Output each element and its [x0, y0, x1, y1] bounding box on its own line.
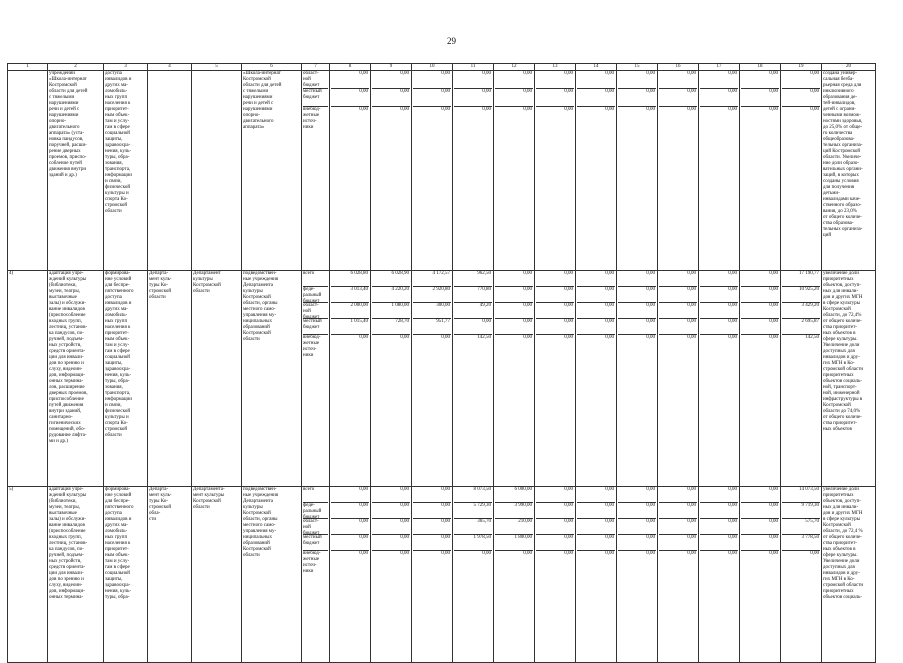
responsible-cell-text: Департа- мент куль- туры Ко- стромской области	[149, 271, 172, 300]
funding-amount: 0,00	[741, 519, 779, 535]
col-header: 17	[699, 64, 740, 71]
funding-amount: 0,00	[618, 303, 656, 319]
participants-cell-text: подведомствен- ные учреждения Департамента культуры Костромской области, органы местного само- управления му- ниципальных образований Костромской области	[243, 487, 279, 558]
funding-amount: 1 978,50	[454, 535, 492, 551]
funding-amount: 0,00	[577, 71, 615, 89]
funding-amount: 0,00	[769, 107, 778, 112]
funding-amount: 0,00	[605, 551, 614, 556]
funding-amount-cell	[576, 271, 617, 487]
funding-amount: 3 429,20	[782, 303, 820, 319]
funding-amount: 0,00	[605, 335, 614, 340]
funding-amount-cell	[740, 487, 781, 663]
col-header: 5	[192, 64, 242, 71]
funding-amount: 0,00	[618, 487, 656, 503]
funding-source-label: всего	[303, 271, 328, 287]
funding-amount: 0,00	[400, 107, 409, 112]
funding-amount-cell	[494, 487, 535, 663]
funding-amount-cell	[699, 271, 740, 487]
funding-amount-cell	[781, 271, 822, 487]
funding-amount: 0,00	[782, 71, 820, 89]
col-header: 2	[48, 64, 104, 71]
funding-amount: 0,00	[769, 335, 778, 340]
funding-amount: 0,00	[618, 503, 656, 519]
funding-amount: 0,00	[482, 107, 491, 112]
funding-amount: 1 080,00	[372, 303, 410, 319]
funding-amount: 0,00	[659, 71, 697, 89]
measure-name-cell-text: адаптация учре- ждений культуры (библиотеки, музеи, театры, выставочные залы) и обслужи- вание инвалидов (приспособление входных групп, лестниц, установ- ка пандусов, по- ручней, подъем- ных устройств, средств ориента- ции для инвали- дов по зрению и слуху, видеоин- дов, информаци- онных термина-	[49, 487, 88, 600]
col-header: 1	[8, 64, 48, 71]
funding-amount: 0,00	[728, 107, 737, 112]
col-header: 14	[576, 64, 617, 71]
funding-amount: 0,00	[700, 271, 738, 287]
funding-amount-cell	[494, 271, 535, 487]
funding-amount: 3 778,50	[782, 535, 820, 551]
responsible-cell	[148, 271, 192, 487]
funding-amount: 0,00	[741, 287, 779, 303]
funding-amount-cell	[453, 71, 494, 271]
funding-amount: 0,00	[331, 487, 369, 503]
funding-amount-cell	[658, 271, 699, 487]
funding-source-label: феде- ральный бюджет	[303, 503, 328, 519]
funding-amount-cell	[535, 271, 576, 487]
funding-amount: 0,00	[372, 71, 410, 89]
funding-amount: 0,00	[331, 535, 369, 551]
funding-amount: 0,00	[331, 503, 369, 519]
funding-amount: 0,00	[441, 335, 450, 340]
participants-cell	[242, 71, 302, 271]
funding-amount: 0,00	[577, 535, 615, 551]
funding-amount: 0,00	[413, 71, 451, 89]
funding-amount-cell	[371, 487, 412, 663]
funding-amount: 0,00	[372, 535, 410, 551]
funding-amount: 0,00	[413, 535, 451, 551]
col-header: 13	[535, 64, 576, 71]
funding-amount: 2 000,00	[331, 303, 369, 319]
funding-amount: 4 220,20	[372, 287, 410, 303]
measure-name-cell	[48, 71, 104, 271]
funding-amount: 0,00	[523, 335, 532, 340]
funding-amount: 0,00	[495, 71, 533, 89]
funding-amount: 6 000,00	[495, 487, 533, 503]
funding-amount: 962,50	[454, 271, 492, 287]
funding-amount: 0,00	[700, 519, 738, 535]
funding-amount: 0,00	[700, 287, 738, 303]
funding-amount: 0,00	[577, 271, 615, 287]
funding-amount: 0,00	[741, 303, 779, 319]
funding-source-label: местный бюджет	[303, 89, 328, 107]
funding-amount: 0,00	[741, 71, 779, 89]
funding-amount: 0,00	[523, 551, 532, 556]
funding-amount: 0,00	[577, 89, 615, 107]
funding-amount: 17 190,77	[782, 271, 820, 287]
funding-amount: 0,00	[564, 335, 573, 340]
funding-amount: 1 015,40	[331, 319, 369, 335]
expected-result-cell-text: создана универ- сальная безба- рьерная среда для инклюзивного образования де- тей-инвалидов, детей с ограни- ченными возмож- ностями здоровья, до 25,0% от обще- го количества общеобразова- тельных организа- ций Костромской области. Увеличе- ние доли образо- вательных органи- заций, в которых созданы условия для получения детьми- инвалидами каче- ственного образо- вания, до 23,0% от общего количе- ства образова- тельных организа- ций	[823, 71, 863, 238]
col-header: 8	[330, 64, 371, 71]
funding-amount: 3 013,40	[331, 287, 369, 303]
funding-amount-cell	[453, 271, 494, 487]
expected-result-cell-text: увеличение доли приоритетных объектов, доступ- ных для инвали- дов и других МГН в сфере культуры Костромской области, до 72,4% от общего количе- ства приоритет- ных объектов в сфере культуры. Увеличение доли доступных для инвалидов и дру- гих МГН в Ко- стромской области приоритетных объектов социаль- ной, транспорт- ной, инженерной инфраструктуры в Костромской области до 74,0% от общего количе- ства приоритет- ных объектов	[823, 271, 864, 432]
funding-amount: 300,00	[413, 303, 451, 319]
coexecutor-cell	[192, 487, 242, 663]
responsible-cell-text: Департа- мент куль- туры Ко- стромской обла- сти	[149, 487, 172, 522]
funding-source-label: внебюд- жетные источ- ники	[303, 107, 321, 130]
funding-amount: 0,00	[577, 303, 615, 319]
funding-amount-cell	[330, 271, 371, 487]
funding-amount: 0,00	[700, 487, 738, 503]
funding-amount-cell	[453, 487, 494, 663]
funding-amount: 0,00	[741, 319, 779, 335]
funding-amount: 0,00	[536, 89, 574, 107]
funding-amount-cell	[658, 71, 699, 271]
funding-amount: 0,00	[372, 503, 410, 519]
funding-amount: 0,00	[454, 89, 492, 107]
funding-amount: 0,00	[536, 271, 574, 287]
funding-amount: 575,70	[782, 519, 820, 535]
funding-amount: 0,00	[605, 107, 614, 112]
funding-amount-cell	[494, 71, 535, 271]
col-header: 18	[740, 64, 781, 71]
row-number-cell-text: 5)	[9, 487, 14, 492]
funding-amount: 0,00	[659, 89, 697, 107]
funding-source-label: област- ной бюджет	[303, 71, 328, 89]
funding-amount: 365,70	[454, 519, 492, 535]
funding-amount: 0,00	[646, 107, 655, 112]
measure-name-cell-text: адаптация учре- ждений культуры (библиотеки, музеи, театры, выставочные залы) и обслужи- вание инвалидов (приспособление входных групп, лестниц, установ- ка пандусов, по- ручней, подъем- ных устройств, средств ориента- ции для инвали- дов по зрению и слуху, видеоин- дов, информаци- онных термина- лов, расширение дверных проемов, приспособление путей движения внутри зданий, санитарно- гигиенических помещений, обо- рудование лифта- ми и др.)	[49, 271, 88, 444]
funding-amount: 0,00	[618, 71, 656, 89]
funding-source-label: всего	[303, 487, 328, 503]
funding-amount-cell	[617, 71, 658, 271]
funding-amount: 0,00	[618, 319, 656, 335]
funding-amount: 0,00	[659, 271, 697, 287]
funding-amount: 0,00	[659, 303, 697, 319]
funding-amount: 0,00	[741, 535, 779, 551]
funding-source-label: внебюд- жетные источ- ники	[303, 551, 321, 574]
funding-amount: 0,00	[536, 519, 574, 535]
col-header: 4	[148, 64, 192, 71]
funding-amount: 0,00	[700, 535, 738, 551]
col-header: 9	[371, 64, 412, 71]
row-number-cell	[8, 487, 48, 663]
funding-amount: 0,00	[495, 319, 533, 335]
funding-amount-cell	[740, 271, 781, 487]
funding-amount: 0,00	[331, 71, 369, 89]
funding-amount-cell	[330, 71, 371, 271]
funding-amount: 6 028,90	[372, 271, 410, 287]
funding-amount-cell	[412, 71, 453, 271]
task-cell-text: формирова- ние условий для беспре- пятственного доступа инвалидов и других ма- ломобиль- ных групп населения к приоритет- ным объек- там и услу- гам в сфере социальной защиты, здравоохра- нения, куль- туры, обра-	[105, 487, 134, 600]
funding-amount: 0,00	[495, 287, 533, 303]
funding-amount: 8 073,50	[454, 487, 492, 503]
funding-amount-cell	[412, 271, 453, 487]
funding-amount-cell	[740, 71, 781, 271]
funding-amount: 0,00	[359, 551, 368, 556]
measure-name-cell	[48, 487, 104, 663]
funding-amount: 0,00	[577, 287, 615, 303]
funding-amount: 4 172,57	[413, 271, 451, 287]
funding-source-label: местный бюджет	[303, 319, 328, 335]
funding-amount: 0,00	[618, 271, 656, 287]
funding-amount: 0,00	[536, 503, 574, 519]
funding-amount: 0,00	[413, 503, 451, 519]
col-header: 16	[658, 64, 699, 71]
col-header: 12	[494, 64, 535, 71]
funding-amount: 0,00	[646, 551, 655, 556]
funding-amount: 10 925,20	[782, 287, 820, 303]
funding-amount-cell	[617, 271, 658, 487]
col-header: 10	[412, 64, 453, 71]
funding-amount: 0,00	[400, 335, 409, 340]
funding-amount: 0,00	[618, 535, 656, 551]
funding-amount: 0,00	[741, 271, 779, 287]
table-row	[8, 487, 876, 663]
expected-result-cell-text: увеличение доли приоритетных объектов, доступ- ных для инвали- дов и других МГН в сфере культуры Костромской области, до 72,4 % от общего количе- ства приоритет- ных объектов в сфере культуры. Увеличение доли доступных для инвалидов и дру- гих МГН в Ко- стромской области приоритетных объектов социаль-	[823, 487, 864, 600]
col-header: 3	[104, 64, 148, 71]
funding-amount: 0,00	[577, 487, 615, 503]
funding-amount: 0,00	[728, 551, 737, 556]
funding-amount-cell	[412, 487, 453, 663]
funding-amount: 0,00	[454, 319, 492, 335]
funding-amount: 0,00	[454, 71, 492, 89]
funding-amount: 0,00	[577, 319, 615, 335]
participants-cell-text: подведомствен- ные учреждения Департамента культуры Костромской области, органы местного само- управления му- ниципальных образований Костромской области	[243, 271, 279, 342]
funding-amount: 0,00	[646, 335, 655, 340]
participants-cell	[242, 487, 302, 663]
funding-amount: 0,00	[577, 519, 615, 535]
funding-amount: 5 729,30	[454, 503, 492, 519]
funding-amount: 0,00	[400, 551, 409, 556]
funding-amount: 0,00	[659, 503, 697, 519]
funding-amount: 0,00	[700, 503, 738, 519]
funding-amount: 0,00	[359, 107, 368, 112]
funding-amount-cell	[658, 487, 699, 663]
task-cell	[104, 71, 148, 271]
funding-amount-cell	[535, 71, 576, 271]
funding-amount-cell	[781, 71, 822, 271]
funding-amount: 0,00	[359, 335, 368, 340]
table-row	[8, 71, 876, 271]
funding-amount: 0,00	[700, 303, 738, 319]
funding-amount: 0,00	[372, 89, 410, 107]
funding-amount: 0,00	[741, 503, 779, 519]
row-number-cell	[8, 271, 48, 487]
funding-amount: 0,00	[495, 303, 533, 319]
coexecutor-cell	[192, 271, 242, 487]
funding-amount: 0,00	[482, 551, 491, 556]
participants-cell-text: «Школа-интернат Костромской области для детей с тяжелыми нарушениями речи и детей с нарушениями опорно- двигательного аппарата»	[243, 71, 282, 130]
funding-amount-cell	[535, 487, 576, 663]
funding-amount: 0,00	[741, 89, 779, 107]
funding-amount: 0,00	[331, 89, 369, 107]
funding-amount: 2 695,87	[782, 319, 820, 335]
task-cell	[104, 271, 148, 487]
funding-source-cell	[302, 71, 330, 271]
funding-amount: 142,50	[805, 335, 819, 340]
funding-amount: 0,00	[659, 519, 697, 535]
funding-amount-cell	[576, 71, 617, 271]
expected-result-cell	[822, 487, 876, 663]
table-row	[8, 271, 876, 487]
funding-amount: 0,00	[564, 107, 573, 112]
funding-amount: 0,00	[769, 551, 778, 556]
funding-amount-cell	[781, 487, 822, 663]
coexecutor-cell	[192, 71, 242, 271]
funding-amount: 0,00	[700, 71, 738, 89]
funding-amount-cell	[617, 487, 658, 663]
participants-cell	[242, 271, 302, 487]
program-table	[7, 63, 876, 663]
measure-name-cell-text: учреждении «Школа-интернат Костромской области для детей с тяжелыми нарушениями речи и детей с нарушениями опорно- двигательного аппарата» (уста- новка пандусов, поручней, расши- рение дверных проемов, приспо- собление путей движения внутри зданий и др.)	[49, 71, 88, 178]
funding-amount: 0,00	[810, 107, 819, 112]
funding-amount-cell	[699, 71, 740, 271]
funding-amount: 2 920,80	[413, 287, 451, 303]
col-header: 7	[302, 64, 330, 71]
funding-amount: 49,20	[454, 303, 492, 319]
funding-amount: 0,00	[536, 287, 574, 303]
funding-amount: 0,00	[536, 535, 574, 551]
funding-source-label: област- ной бюджет	[303, 303, 328, 319]
funding-source-label: област- ной бюджет	[303, 519, 328, 535]
funding-source-label: местный бюджет	[303, 535, 328, 551]
expected-result-cell	[822, 271, 876, 487]
funding-amount: 0,00	[495, 89, 533, 107]
funding-amount: 0,00	[413, 487, 451, 503]
funding-amount: 0,00	[495, 271, 533, 287]
expected-result-cell	[822, 71, 876, 271]
funding-amount: 728,70	[372, 319, 410, 335]
funding-amount: 951,77	[413, 319, 451, 335]
funding-amount: 0,00	[700, 319, 738, 335]
col-header: 19	[781, 64, 822, 71]
funding-amount: 0,00	[413, 89, 451, 107]
funding-amount: 0,00	[700, 89, 738, 107]
coexecutor-cell-text: Департамента- мент культуры Костромской области	[193, 487, 225, 510]
col-header: 20	[822, 64, 876, 71]
funding-amount: 0,00	[618, 89, 656, 107]
funding-amount: 1 800,00	[495, 535, 533, 551]
funding-amount: 0,00	[728, 335, 737, 340]
funding-amount-cell	[371, 271, 412, 487]
funding-source-label: внебюд- жетные источ- ники	[303, 335, 321, 358]
funding-amount: 0,00	[441, 107, 450, 112]
funding-amount: 0,00	[687, 335, 696, 340]
row-number-cell	[8, 71, 48, 271]
funding-amount: 0,00	[782, 89, 820, 107]
funding-amount: 0,00	[536, 319, 574, 335]
funding-amount: 14 073,50	[782, 487, 820, 503]
funding-amount: 0,00	[659, 319, 697, 335]
funding-amount: 0,00	[618, 519, 656, 535]
funding-amount-cell	[576, 487, 617, 663]
funding-amount: 9 719,30	[782, 503, 820, 519]
measure-name-cell	[48, 271, 104, 487]
task-cell	[104, 487, 148, 663]
col-header: 15	[617, 64, 658, 71]
funding-amount: 0,00	[536, 487, 574, 503]
responsible-cell	[148, 487, 192, 663]
funding-source-cell	[302, 487, 330, 663]
funding-amount: 0,00	[413, 519, 451, 535]
responsible-cell	[148, 71, 192, 271]
coexecutor-cell-text: Департамент культуры Костромской области	[193, 271, 221, 294]
funding-amount: 0,00	[523, 107, 532, 112]
funding-amount: 0,00	[536, 303, 574, 319]
funding-amount: 0,00	[577, 503, 615, 519]
task-cell-text: доступа инвалидов и других ма- ломобиль- ных групп населения к приоритет- ным объек- там и услу- гам в сфере социальной защиты, здравоохра- нения, куль- туры, обра- зования, транспорта, информации и связи, физической культуры и спорта Ко- стромской области	[105, 71, 132, 214]
funding-source-label: феде- ральный бюджет	[303, 287, 328, 303]
funding-amount: 0,00	[741, 487, 779, 503]
funding-amount: 0,00	[810, 551, 819, 556]
funding-amount: 6 028,80	[331, 271, 369, 287]
funding-amount-cell	[699, 487, 740, 663]
funding-amount: 0,00	[659, 487, 697, 503]
funding-amount: 0,00	[331, 519, 369, 535]
funding-source-cell	[302, 271, 330, 487]
funding-amount: 0,00	[564, 551, 573, 556]
funding-amount: 770,80	[454, 287, 492, 303]
funding-amount: 3 990,00	[495, 503, 533, 519]
funding-amount: 0,00	[687, 551, 696, 556]
col-header: 11	[453, 64, 494, 71]
funding-amount-cell	[330, 487, 371, 663]
funding-amount-cell	[371, 71, 412, 271]
col-header: 6	[242, 64, 302, 71]
task-cell-text: формирова- ние условий для беспре- пятственного доступа инвалидов и других ма- ломобиль- ных групп населения к приоритет- ным объек- там и услу- гам в сфере социальной защиты, здравоохра- нения, куль- туры, обра- зования, транспорта, информации и связи, физической культуры и спорта Ко- стромской области	[105, 271, 134, 438]
funding-amount: 142,50	[477, 335, 491, 340]
funding-amount: 0,00	[659, 287, 697, 303]
row-number-cell-text: 4)	[9, 271, 14, 276]
funding-amount: 0,00	[687, 107, 696, 112]
funding-amount: 0,00	[659, 535, 697, 551]
funding-amount: 0,00	[372, 519, 410, 535]
funding-amount: 0,00	[372, 487, 410, 503]
funding-amount: 0,00	[536, 71, 574, 89]
funding-amount: 210,00	[495, 519, 533, 535]
funding-amount: 0,00	[441, 551, 450, 556]
funding-amount: 0,00	[618, 287, 656, 303]
page-number: 29	[447, 36, 456, 46]
column-number-row	[8, 64, 876, 71]
